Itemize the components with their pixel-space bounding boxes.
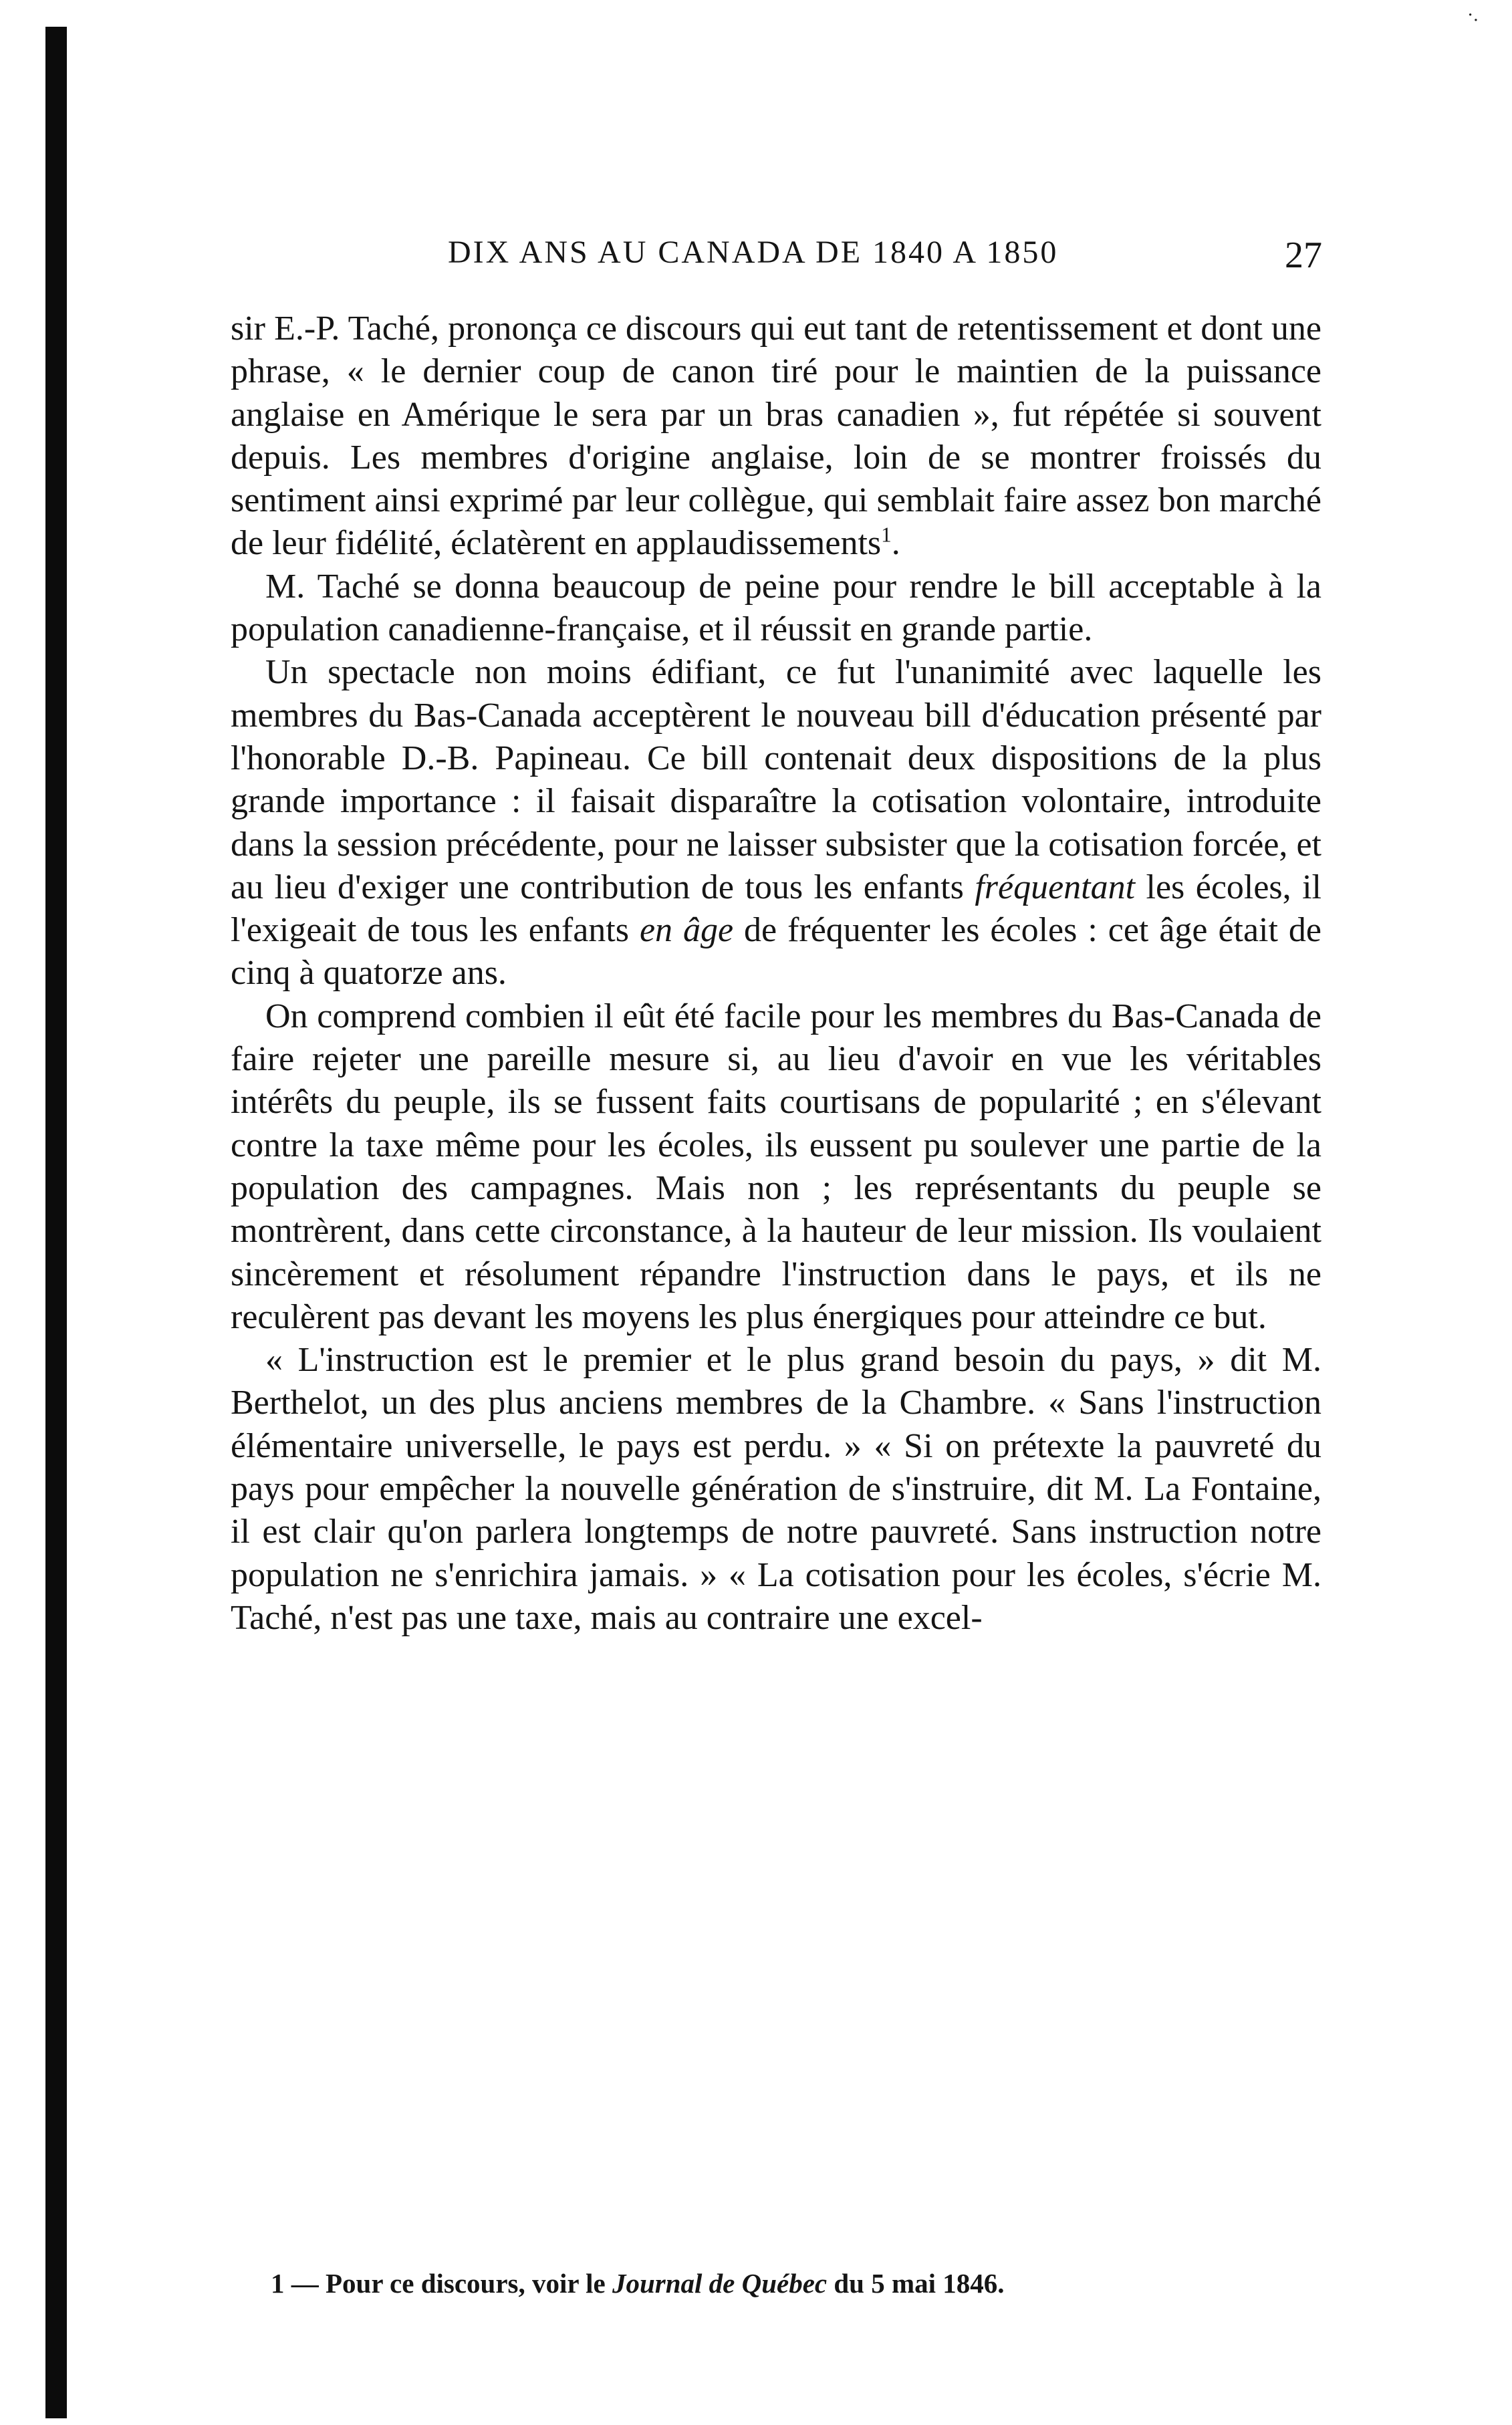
paragraph-3 <box>231 651 1321 995</box>
footnote <box>271 2267 1313 2299</box>
paragraph-3-italic-2: en âge <box>639 911 734 950</box>
running-title: DIX ANS AU CANADA DE 1840 A 1850 <box>448 235 1059 270</box>
paragraph-3-text-b: les écoles, il l'exigeait de tous les enfants <box>231 868 1322 950</box>
paragraph-5: « L'instruction est le premier et le plus grand besoin du pays, » dit M. Berthelot, un des plus anciens membres de la Chambre. « Sans l'instruction élémentaire universelle, le pays est perdu. » « Si on prétexte la pauvreté du pays pour empêcher la nouvelle génération de s'instruire, dit M. La Fontaine, il est clair qu'on parlera longtemps de notre pauvreté. Sans instruction notre population ne s'enrichira jamais. » « La cotisation pour les écoles, s'écrie M. Taché, n'est pas une taxe, mais au contraire une excel- <box>231 1341 1321 1637</box>
footnote-suffix: du 5 mai 1846. <box>834 2268 1005 2299</box>
page-number: 27 <box>1285 235 1322 276</box>
paragraph-4: On comprend combien il eût été facile pour les membres du Bas-Canada de faire rejeter une pareille mesure si, au lieu d'avoir en vue les véritables intérêts du peuple, ils se fussent faits courtisans de popularité ; en s'élevant contre la taxe même pour les écoles, ils eussent pu soulever une partie de la population des campagnes. Mais non ; les représentants du peuple se montrèrent, dans cette circonstance, à la hauteur de leur mission. Ils voulaient sincèrement et résolument répandre l'instruction dans le pays, et ils ne reculèrent pas devant les moyens les plus énergiques pour atteindre ce but. <box>231 997 1321 1336</box>
page-binding-edge <box>45 27 67 2418</box>
corner-mark: ·. <box>1467 5 1479 25</box>
paragraph-1-end: . <box>891 524 900 563</box>
body-text <box>231 307 1321 1640</box>
footnote-ref: 1 <box>881 523 892 547</box>
paragraph-3-text-c: de fréquenter les écoles : cet âge était de cinq à quatorze ans. <box>231 911 1321 993</box>
footnote-prefix: 1 — Pour ce discours, voir le <box>271 2268 606 2299</box>
paragraph-3-italic-1: fréquentant <box>975 868 1136 906</box>
paragraph-2: M. Taché se donna beaucoup de peine pour rendre le bill acceptable à la population canadienne-française, et il réussit en grande partie. <box>231 567 1321 649</box>
footnote-source: Journal de Québec <box>612 2268 828 2299</box>
paragraph-1-text: sir E.-P. Taché, prononça ce discours qui eut tant de retentissement et dont une phrase, « le dernier coup de canon tiré pour le maintien de la puissance anglaise en Amérique le sera par un bras canadien », fut répétée si souvent depuis. Les membres d'origine anglaise, loin de se montrer froissés du sentiment ainsi exprimé par leur collègue, qui semblait faire assez bon marché de leur fidélité, éclatèrent en applaudissements <box>231 309 1321 563</box>
paragraph-3-text-a: Un spectacle non moins édifiant, ce fut l'unanimité avec laquelle les membres du Bas-Canada acceptèrent le nouveau bill d'éducation présenté par l'honorable D.-B. Papineau. Ce bill contenait deux dispositions de la plus grande importance : il faisait disparaître la cotisation volontaire, introduite dans la session précédente, pour ne laisser subsister que la cotisation forcée, et au lieu d'exiger une contribution de tous les enfants <box>231 653 1321 906</box>
paragraph-1 <box>231 307 1321 565</box>
